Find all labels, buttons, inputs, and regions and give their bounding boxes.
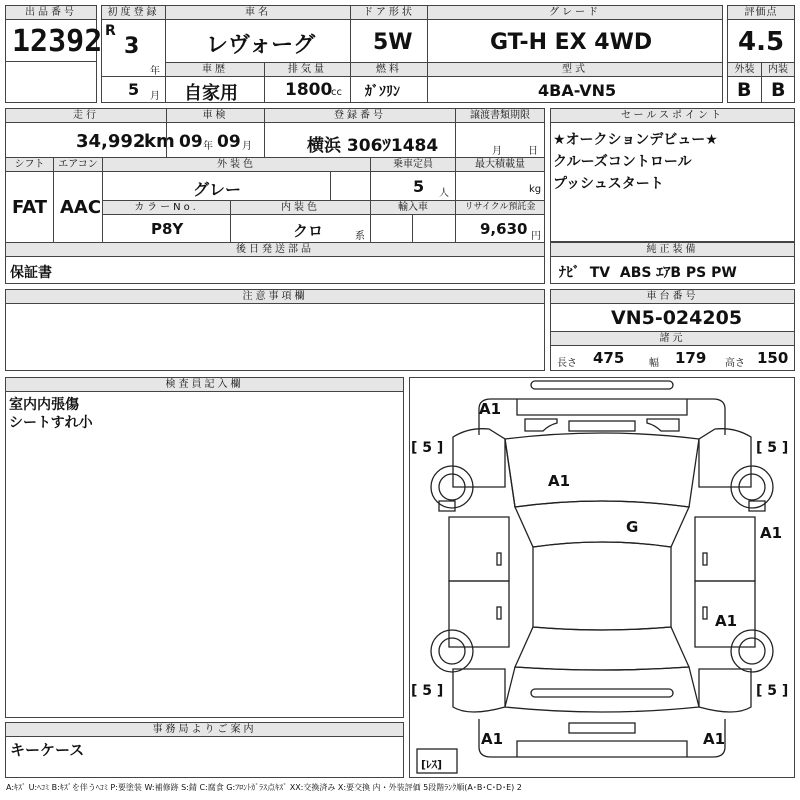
displacement: 1800: [285, 80, 333, 100]
lot-blank-cell: [5, 61, 97, 103]
mark-right-front-door: A1: [760, 524, 783, 542]
shift: FAT: [12, 197, 48, 218]
transfer-cell: [455, 122, 545, 158]
int-color-cell: [230, 214, 371, 243]
history-label: 車歴: [165, 62, 265, 77]
inspection-month: 09: [217, 132, 241, 152]
plate: 横浜 306ﾂ1484: [307, 136, 439, 156]
mark-rear-right: A1: [703, 730, 726, 748]
ac: AAC: [60, 197, 102, 218]
mark-hood: A1: [548, 472, 571, 490]
displacement-cell: [264, 76, 351, 103]
inspector-label: 検査員記入欄: [5, 377, 404, 392]
inspector-cell: [5, 391, 404, 718]
first-reg-year: 3: [124, 34, 140, 59]
score-cell: [727, 19, 795, 63]
exterior: B: [737, 79, 752, 101]
later-parts: 保証書: [10, 265, 52, 281]
load-label: 最大積載量: [455, 157, 545, 172]
recycle-cell: [455, 214, 545, 243]
interior: B: [771, 79, 786, 101]
import-label: 輸入車: [370, 200, 456, 215]
exterior-label: 外装: [727, 62, 762, 77]
inspector-line-2: シートすれ小: [9, 415, 93, 431]
recycle-label: リサイクル預託金: [455, 200, 545, 215]
interior-label: 内装: [761, 62, 795, 77]
tire-front-right: [ 5 ]: [756, 440, 789, 456]
ext-color: グレー: [193, 180, 242, 199]
chassis-number: VN5-024205: [611, 307, 743, 329]
inspection-year-unit: 年: [203, 141, 213, 152]
color-no-label: カラーNo.: [102, 200, 231, 215]
inspection-month-unit: 月: [242, 141, 252, 152]
displacement-label: 排気量: [264, 62, 351, 77]
transfer-label: 譲渡書類期限: [455, 108, 545, 123]
ext-color-right-cell: [330, 171, 371, 201]
office-cell: [5, 736, 404, 778]
transfer-month-unit: 月: [492, 146, 502, 157]
tire-front-left: [ 5 ]: [411, 440, 444, 456]
interior-cell: [761, 76, 795, 103]
ext-color-label: 外装色: [102, 157, 371, 172]
inspection-label: 車検: [166, 108, 265, 123]
tire-rear-right: [ 5 ]: [756, 683, 789, 699]
plate-cell: [264, 122, 456, 158]
capacity: 5: [413, 177, 425, 196]
selling-point-2: クルーズコントロール: [553, 154, 692, 170]
capacity-label: 乗車定員: [370, 157, 456, 172]
mileage: 34,992: [76, 131, 146, 152]
model-cell: [427, 76, 723, 103]
first-reg-label: 初度登録: [101, 5, 166, 20]
first-reg-month-unit: 月: [150, 91, 160, 102]
recycle: 9,630: [480, 220, 528, 238]
history: 自家用: [184, 83, 238, 104]
load-unit: kg: [529, 184, 542, 195]
chassis-cell: [550, 303, 795, 332]
car-name-label: 車名: [165, 5, 351, 20]
capacity-unit: 人: [439, 188, 449, 199]
legend: A:ｷｽﾞ U:ﾍｺﾐ B:ｷｽﾞを伴うﾍｺﾐ P:要塗装 W:補修跡 S:錆 C:腐食 G:ﾌﾛﾝﾄｶﾞﾗｽ点ｷｽﾞ XX:交換済み X:要交換 内・外装評価 5段階ﾗﾝｸ順(A･B･C･D･E) 2: [6, 783, 522, 792]
ac-label: エアコン: [53, 157, 103, 172]
lot-label: 出品番号: [5, 5, 97, 20]
import-divider: [412, 214, 413, 243]
width-label: 幅: [649, 358, 659, 369]
spec-label: 諸元: [550, 331, 795, 346]
exterior-cell: [727, 76, 762, 103]
door: 5W: [373, 30, 413, 55]
inspection-year: 09: [179, 132, 203, 152]
score-label: 評価点: [727, 5, 795, 20]
mileage-unit: km: [144, 131, 175, 152]
later-parts-cell: [5, 256, 545, 284]
later-parts-label: 後日発送部品: [5, 242, 545, 257]
equipment-cell: [550, 256, 795, 284]
notes-label: 注意事項欄: [5, 289, 545, 304]
displacement-unit: cc: [331, 87, 342, 98]
grade: GT-H EX 4WD: [490, 30, 653, 55]
model: 4BA-VN5: [538, 81, 617, 100]
int-color-unit: 系: [355, 231, 365, 242]
height: 150: [757, 349, 789, 367]
spare-tire: [ﾚｽ]: [421, 758, 443, 771]
grade-cell: [427, 19, 723, 63]
tire-rear-left: [ 5 ]: [411, 683, 444, 699]
selling-points-cell: [550, 122, 795, 242]
car-diagram: [409, 377, 795, 778]
inspector-line-1: 室内内張傷: [9, 397, 79, 413]
selling-points-label: セールスポイント: [550, 108, 795, 123]
first-reg-year-cell: [101, 19, 166, 77]
history-cell: [165, 76, 265, 103]
length: 475: [593, 349, 625, 367]
office-label: 事務局よりご案内: [5, 722, 404, 737]
mark-right-rear-door: A1: [715, 612, 738, 630]
car-name-cell: [165, 19, 351, 63]
color-no-cell: [102, 214, 231, 243]
load-cell: [455, 171, 545, 201]
plate-label: 登録番号: [264, 108, 456, 123]
int-color-label: 内装色: [230, 200, 371, 215]
import-cell: [370, 214, 456, 243]
int-color: クロ: [293, 222, 324, 240]
grade-label: グレード: [427, 5, 723, 20]
spec-cell: [550, 345, 795, 371]
fuel: ｶﾞｿﾘﾝ: [365, 84, 400, 100]
score: 4.5: [738, 27, 785, 57]
equipment: ﾅﾋﾞ TV ABS ｴｱB PS PW: [559, 265, 737, 281]
length-label: 長さ: [557, 358, 577, 369]
transfer-day-unit: 日: [528, 146, 538, 157]
color-no: P8Y: [151, 220, 184, 238]
fuel-cell: [350, 76, 428, 103]
lot-number-cell: [5, 19, 103, 62]
shift-cell: [5, 171, 54, 243]
door-label: ドア形状: [350, 5, 428, 20]
first-reg-era: R: [105, 23, 116, 39]
office-note: キーケース: [10, 741, 85, 759]
mileage-label: 走行: [5, 108, 167, 123]
shift-label: シフト: [5, 157, 54, 172]
inspection-cell: [166, 122, 265, 158]
selling-point-3: プッシュスタート: [553, 176, 664, 192]
first-reg-month-cell: [101, 76, 166, 103]
door-cell: [350, 19, 428, 63]
mark-rear-left: A1: [481, 730, 504, 748]
height-label: 高さ: [725, 358, 745, 369]
width: 179: [675, 349, 707, 367]
selling-point-1: ★オークションデビュー★: [553, 132, 718, 148]
car-name: レヴォーグ: [206, 33, 316, 58]
first-reg-year-unit: 年: [150, 66, 160, 77]
model-label: 型式: [427, 62, 723, 77]
mileage-cell: [5, 122, 175, 158]
fuel-label: 燃料: [350, 62, 428, 77]
first-reg-month: 5: [128, 80, 140, 99]
capacity-cell: [370, 171, 456, 201]
mark-front-left: A1: [479, 400, 502, 418]
equipment-label: 純正装備: [550, 242, 795, 257]
mark-windshield: G: [626, 518, 639, 536]
recycle-unit: 円: [531, 231, 541, 242]
chassis-label: 車台番号: [550, 289, 795, 304]
lot-number: 12392: [12, 24, 103, 59]
ac-cell: [53, 171, 103, 243]
notes-cell: [5, 303, 545, 371]
